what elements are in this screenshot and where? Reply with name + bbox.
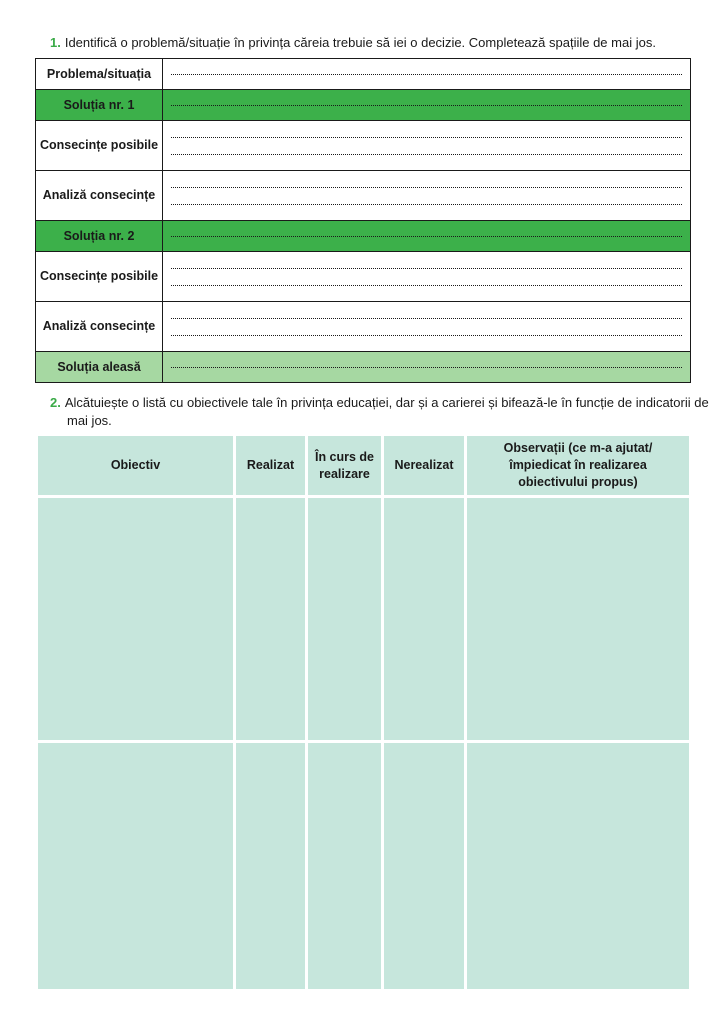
row-label: Soluția nr. 2 [36, 221, 163, 252]
row-label: Problema/situația [36, 59, 163, 90]
row-label: Analiză consecințe [36, 302, 163, 352]
objective-cell[interactable] [38, 743, 233, 989]
answer-lines[interactable] [163, 121, 691, 171]
nerealizat-cell[interactable] [384, 498, 464, 740]
observations-cell[interactable] [467, 498, 689, 740]
header-nerealizat: Nerealizat [384, 436, 464, 495]
objective-cell[interactable] [38, 498, 233, 740]
decision-table [35, 58, 691, 383]
realizat-cell[interactable] [236, 743, 305, 989]
answer-lines[interactable] [163, 59, 691, 90]
row-label: Consecințe posibile [36, 121, 163, 171]
table-row [36, 59, 691, 90]
answer-lines[interactable] [163, 221, 691, 252]
answer-lines[interactable] [163, 171, 691, 221]
row-label: Soluția nr. 1 [36, 90, 163, 121]
table-row [36, 352, 691, 383]
table-row [36, 121, 691, 171]
table-row [36, 252, 691, 302]
answer-lines[interactable] [163, 352, 691, 383]
realizat-cell[interactable] [236, 498, 305, 740]
answer-lines[interactable] [163, 302, 691, 352]
answer-lines[interactable] [163, 90, 691, 121]
answer-lines[interactable] [163, 252, 691, 302]
table-row [36, 171, 691, 221]
nerealizat-cell[interactable] [384, 743, 464, 989]
task-1-instruction [50, 34, 710, 52]
table-row [36, 221, 691, 252]
objectives-table [38, 436, 689, 989]
task-1-number: 1. [50, 35, 61, 50]
observations-cell[interactable] [467, 743, 689, 989]
task-2-instruction [50, 394, 715, 430]
table-row [36, 90, 691, 121]
header-observatii: Observații (ce m-a ajutat/ împiedicat în realizarea obiectivului propus) [467, 436, 689, 495]
row-label: Soluția aleasă [36, 352, 163, 383]
header-realizat: Realizat [236, 436, 305, 495]
task-2-text: Alcătuiește o listă cu obiectivele tale în privința educației, dar și a carierei și bifează-le în funcție de indicatorii de mai jos. [64, 395, 709, 428]
row-label: Consecințe posibile [36, 252, 163, 302]
table-row [36, 302, 691, 352]
in-progress-cell[interactable] [308, 743, 381, 989]
header-in-curs: În curs de realizare [308, 436, 381, 495]
in-progress-cell[interactable] [308, 498, 381, 740]
row-label: Analiză consecințe [36, 171, 163, 221]
task-2-number: 2. [50, 395, 61, 410]
task-1-text: Identifică o problemă/situație în privința căreia trebuie să iei o decizie. Completează spațiile de mai jos. [64, 35, 656, 50]
header-objectiv: Obiectiv [38, 436, 233, 495]
